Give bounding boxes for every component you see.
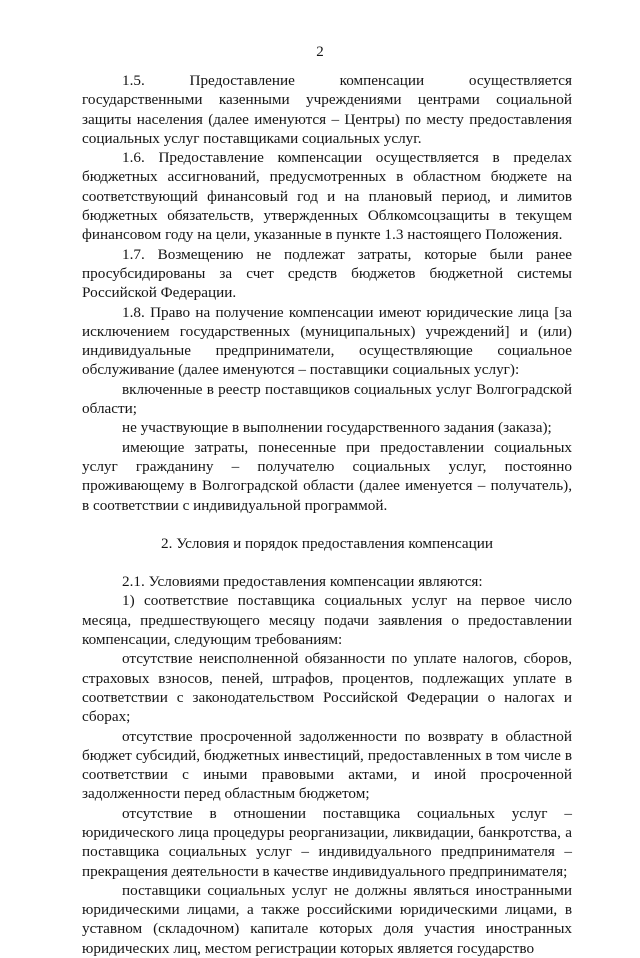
document-body xyxy=(82,71,572,958)
paragraph-1-6: 1.6. Предоставление компенсации осуществляется в пределах бюджетных ассигнований, предусмотренных в областном бюджете на соответствующий финансовый год и на плановый период, и лимитов бюджетных обязательств, утвержденных Облкомсоцзащиты в текущем финансовом году на цели, указанные в пункте 1.3 настоящего Положения. xyxy=(82,149,572,244)
paragraph-1-8: 1.8. Право на получение компенсации имеют юридические лица [за исключением государственных (муниципальных) учреждений] и (или) индивидуальные предприниматели, осуществляющие социальное обслуживание (далее именуются – поставщики социальных услуг): xyxy=(82,303,572,379)
paragraph-1-8-item-costs: имеющие затраты, понесенные при предоставлении социальных услуг гражданину – получателю социальных услуг, постоянно проживающему в Волгоградской области (далее именуется – получатель), в соответствии с индивидуальной программой. xyxy=(82,438,572,514)
paragraph-1-8-item-registry: включенные в реестр поставщиков социальных услуг Волгоградской области; xyxy=(82,380,572,418)
page-number: 2 xyxy=(316,44,324,60)
paragraph-1-8-item-state-task: не участвующие в выполнении государственного задания (заказа); xyxy=(122,419,552,437)
requirement-not-foreign-entity: поставщики социальных услуг не должны являться иностранными юридическими лицами, а также российскими юридическими лицами, в уставном (складочном) капитале которых доля участия иностранных юридических лиц, местом регистрации которых является государство xyxy=(82,881,572,957)
requirement-no-tax-debt: отсутствие неисполненной обязанности по уплате налогов, сборов, страховых взносов, пеней, штрафов, процентов, подлежащих уплате в соответствии с законодательством Российской Федерации о налогах и сборах; xyxy=(82,650,572,726)
section-heading: 2. Условия и порядок предоставления компенсации xyxy=(161,534,493,552)
requirement-no-reorganization: отсутствие в отношении поставщика социальных услуг – юридического лица процедуры реорганизации, ликвидации, банкротства, а поставщика социальных услуг – индивидуального предпринимателя – прекращения деятельности в качестве индивидуального предпринимателя; xyxy=(82,804,572,880)
paragraph-2-1-item-1: 1) соответствие поставщика социальных услуг на первое число месяца, предшествующего месяцу подачи заявления о предоставлении компенсации, следующим требованиям: xyxy=(82,592,572,649)
requirement-no-overdue-debt: отсутствие просроченной задолженности по возврату в областной бюджет субсидий, бюджетных инвестиций, предоставленных в том числе в соответствии с иными правовыми актами, и иной просроченной задолженности перед областным бюджетом; xyxy=(82,727,572,803)
paragraph-2-1: 2.1. Условиями предоставления компенсации являются: xyxy=(122,573,483,591)
paragraph-1-7: 1.7. Возмещению не подлежат затраты, которые были ранее просубсидированы за счет средств бюджетов бюджетной системы Российской Федерации. xyxy=(82,245,572,302)
paragraph-1-5: 1.5. Предоставление компенсации осуществляется государственными казенными учреждениями центрами социальной защиты населения (далее именуются – Центры) по месту предоставления социальных услуг поставщиками социальных услуг. xyxy=(82,72,572,147)
